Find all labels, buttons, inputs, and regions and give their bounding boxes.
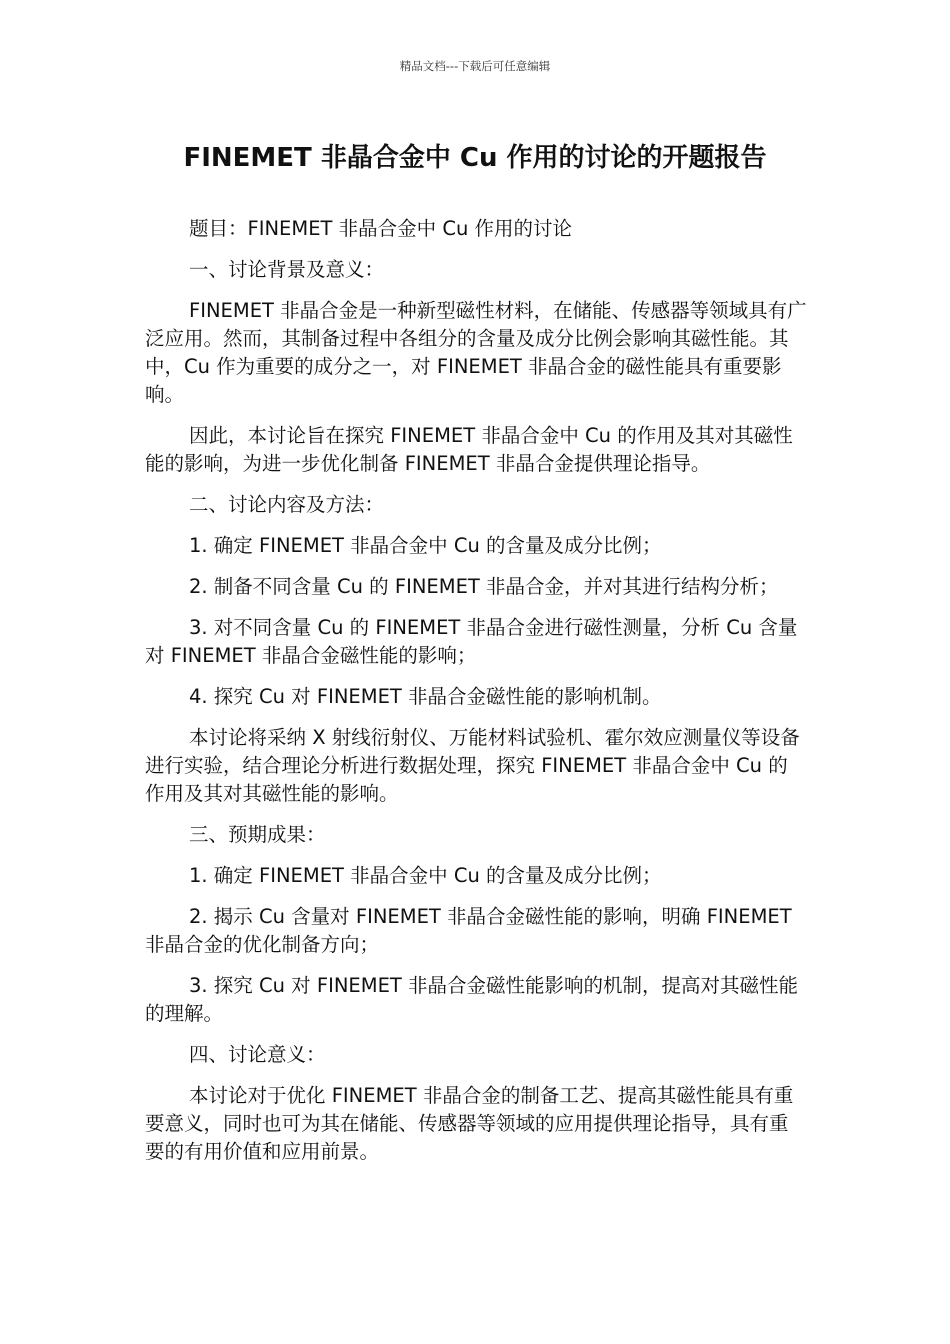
list-item: 4. 探究 Cu 对 FINEMET 非晶合金磁性能的影响机制。 <box>189 685 662 708</box>
list-item: 1. 确定 FINEMET 非晶合金中 Cu 的含量及成分比例； <box>189 534 662 557</box>
body-paragraph: 因此，本讨论旨在探究 FINEMET 非晶合金中 Cu 的作用及其对其磁性能的影响，为进一步优化制备 FINEMET 非晶合金提供理论指导。 <box>145 424 793 475</box>
list-item: 3. 对不同含量 Cu 的 FINEMET 非晶合金进行磁性测量，分析 Cu 含量对 FINEMET 非晶合金磁性能的影响； <box>145 616 798 667</box>
section-heading-background: 一、讨论背景及意义： <box>189 258 385 281</box>
document-title: FINEMET 非晶合金中 Cu 作用的讨论的开题报告 <box>183 143 767 173</box>
body-paragraph: 本讨论将采纳 X 射线衍射仪、万能材料试验机、霍尔效应测量仪等设备进行实验，结合理论分析进行数据处理，探究 FINEMET 非晶合金中 Cu 的作用及其对其磁性能的影响。 <box>145 726 800 805</box>
list-item: 2. 制备不同含量 Cu 的 FINEMET 非晶合金，并对其进行结构分析； <box>189 575 779 598</box>
section-heading-outcomes: 三、预期成果： <box>189 823 326 846</box>
list-item: 2. 揭示 Cu 含量对 FINEMET 非晶合金磁性能的影响，明确 FINEMET 非晶合金的优化制备方向； <box>145 905 792 956</box>
list-item: 3. 探究 Cu 对 FINEMET 非晶合金磁性能影响的机制，提高对其磁性能的理解。 <box>145 974 799 1025</box>
body-paragraph: 本讨论对于优化 FINEMET 非晶合金的制备工艺、提高其磁性能具有重要意义，同时也可为其在储能、传感器等领域的应用提供理论指导，具有重要的有用价值和应用前景。 <box>145 1084 794 1163</box>
section-heading-significance: 四、讨论意义： <box>189 1043 326 1066</box>
document-body <box>145 215 807 1179</box>
list-item: 1. 确定 FINEMET 非晶合金中 Cu 的含量及成分比例； <box>189 864 662 887</box>
section-heading-methods: 二、讨论内容及方法： <box>189 493 385 516</box>
body-paragraph: FINEMET 非晶合金是一种新型磁性材料，在储能、传感器等领域具有广泛应用。然而，其制备过程中各组分的含量及成分比例会影响其磁性能。其中，Cu 作为重要的成分之一，对 FINEMET 非晶合金的磁性能具有重要影响。 <box>145 299 807 406</box>
subject-line: 题目：FINEMET 非晶合金中 Cu 作用的讨论 <box>189 217 573 240</box>
header-note: 精品文档---下载后可任意编辑 <box>399 59 551 73</box>
